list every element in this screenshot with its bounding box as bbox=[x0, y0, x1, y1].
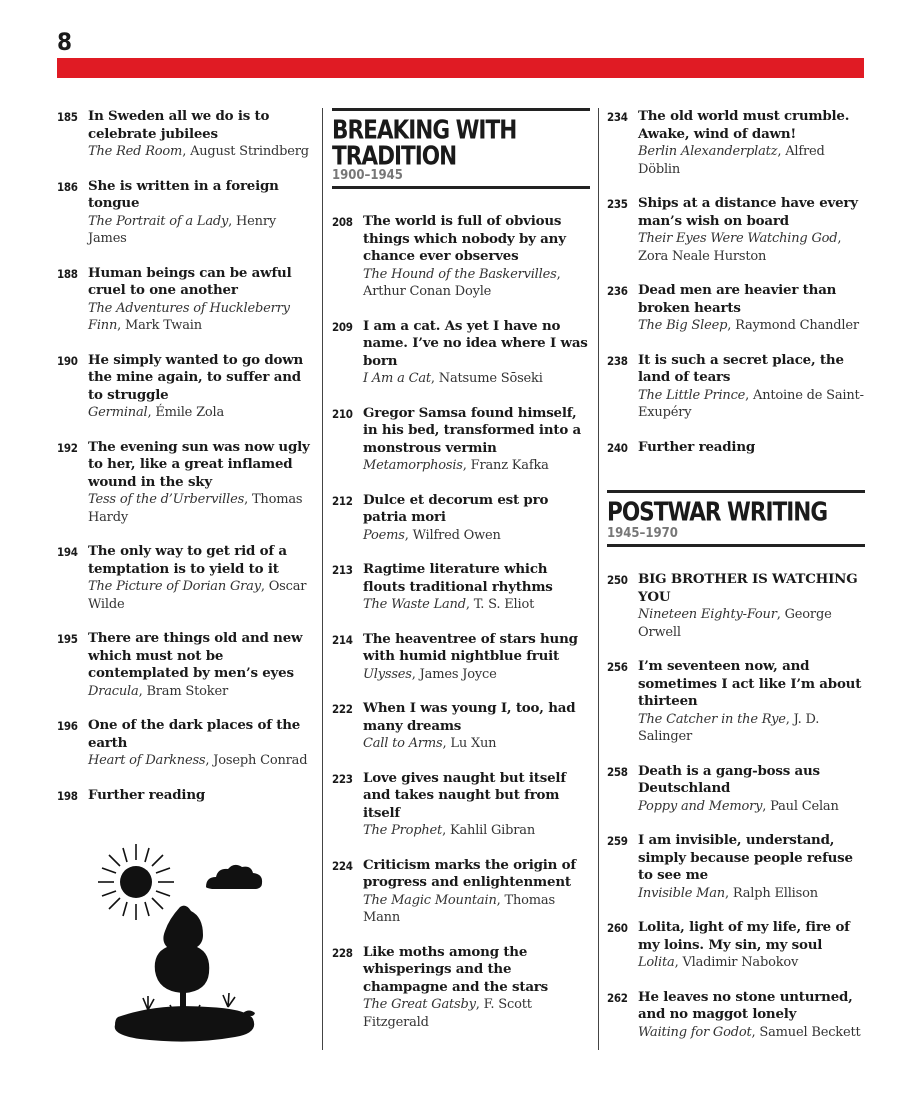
entry-book-title: Tess of the d’Urbervilles bbox=[88, 492, 245, 507]
contents-entry bbox=[57, 717, 312, 770]
contents-entry bbox=[607, 282, 865, 335]
entry-book-title: Metamorphosis bbox=[363, 458, 463, 473]
contents-entry bbox=[57, 787, 312, 805]
entry-author: Alfred Döblin bbox=[638, 144, 825, 177]
entry-book-title: Lolita bbox=[638, 955, 675, 970]
entry-page-number: 222 bbox=[332, 702, 353, 716]
entry-book-title: Ulysses bbox=[363, 666, 412, 682]
entry-body bbox=[638, 832, 865, 902]
entry-source: The Magic Mountain, Thomas Mann bbox=[363, 892, 555, 925]
entry-source: The Hound of the Baskervilles, Arthur Conan Doyle bbox=[363, 266, 561, 299]
contents-entry bbox=[57, 439, 312, 527]
contents-entry bbox=[332, 631, 590, 684]
entry-source: Germinal, Émile Zola bbox=[88, 405, 225, 420]
contents-entry bbox=[607, 439, 865, 457]
entry-author: Oscar Wilde bbox=[88, 579, 307, 612]
entry-author: Paul Celan bbox=[770, 798, 839, 814]
contents-entry bbox=[332, 857, 590, 927]
section-heading-breaking-with-tradition bbox=[332, 108, 590, 189]
entry-quote: There are things old and new which must not be contemplated by men’s eyes bbox=[88, 630, 303, 681]
contents-column-1 bbox=[57, 108, 312, 821]
entry-source: Nineteen Eighty-Four, George Orwell bbox=[638, 607, 832, 640]
contents-entry bbox=[57, 630, 312, 700]
entry-author: Bram Stoker bbox=[146, 683, 228, 699]
entry-author: Lu Xun bbox=[450, 736, 497, 751]
entry-body bbox=[363, 770, 590, 840]
entry-source: Heart of Darkness, Joseph Conrad bbox=[88, 753, 308, 768]
entry-page-number: 228 bbox=[332, 945, 353, 960]
entry-page-number: 262 bbox=[607, 990, 628, 1005]
entry-body bbox=[363, 318, 590, 388]
contents-entry bbox=[332, 213, 590, 301]
entry-book-title: Nineteen Eighty-Four bbox=[638, 607, 777, 622]
contents-entry bbox=[607, 832, 865, 902]
entry-body bbox=[638, 919, 865, 972]
contents-entry bbox=[332, 318, 590, 388]
entry-page-number: 194 bbox=[57, 545, 78, 559]
entry-source: Their Eyes Were Watching God, Zora Neale Hurston bbox=[638, 231, 842, 264]
entry-book-title: The Little Prince bbox=[638, 387, 746, 403]
entry-quote: One of the dark places of the earth bbox=[88, 717, 301, 751]
entry-body bbox=[88, 439, 312, 527]
entry-author: Henry James bbox=[88, 213, 276, 246]
contents-entry bbox=[607, 195, 865, 265]
entry-body bbox=[88, 543, 312, 613]
entry-page-number: 224 bbox=[332, 858, 353, 873]
entry-book-title: The Picture of Dorian Gray bbox=[88, 579, 261, 594]
entry-page-number: 186 bbox=[57, 179, 78, 194]
entry-source: The Waste Land, T. S. Eliot bbox=[363, 597, 535, 612]
entry-page-number: 185 bbox=[57, 110, 78, 124]
entry-page-number: 195 bbox=[57, 632, 78, 646]
entry-body bbox=[638, 195, 865, 265]
entry-author: J. D. Salinger bbox=[638, 711, 820, 744]
entry-book-title: I Am a Cat bbox=[363, 371, 431, 386]
entry-book-title: Germinal bbox=[88, 405, 148, 420]
entry-quote: Further reading bbox=[638, 438, 756, 455]
entry-page-number: 236 bbox=[607, 284, 628, 298]
contents-entry bbox=[607, 763, 865, 816]
entry-author: Ralph Ellison bbox=[732, 885, 818, 901]
contents-entry bbox=[57, 543, 312, 613]
entry-book-title: Poems bbox=[363, 527, 405, 543]
entry-quote: Further reading bbox=[88, 786, 206, 803]
entry-book-title: The Magic Mountain bbox=[363, 892, 497, 908]
entry-book-title: The Big Sleep bbox=[638, 318, 728, 333]
contents-entry bbox=[332, 561, 590, 614]
contents-entry bbox=[607, 108, 865, 178]
entry-page-number: 214 bbox=[332, 632, 353, 647]
entry-source: The Little Prince, Antoine de Saint-Exupéry bbox=[638, 387, 864, 420]
entry-page-number: 212 bbox=[332, 493, 353, 508]
section-title: BREAKING WITH TRADITION bbox=[332, 114, 517, 171]
entry-quote: He simply wanted to go down the mine again, to suffer and to struggle bbox=[88, 351, 304, 403]
entry-quote: She is written in a foreign tongue bbox=[88, 177, 279, 211]
entry-body bbox=[638, 282, 865, 335]
entry-book-title: Waiting for Godot bbox=[638, 1024, 752, 1040]
entry-book-title: Poppy and Memory bbox=[638, 798, 763, 814]
entry-author: Antoine de Saint-Exupéry bbox=[638, 387, 864, 420]
entry-quote: Lolita, light of my life, fire of my loins. My sin, my soul bbox=[638, 919, 850, 953]
entry-body bbox=[88, 787, 312, 805]
contents-entry bbox=[332, 770, 590, 840]
entry-source: Poems, Wilfred Owen bbox=[363, 527, 501, 543]
page-number: 8 bbox=[57, 28, 72, 56]
entry-author: Kahlil Gibran bbox=[449, 823, 535, 838]
entry-body bbox=[638, 763, 865, 816]
entry-quote: When I was young I, too, had many dreams bbox=[363, 700, 576, 734]
entry-page-number: 258 bbox=[607, 764, 628, 779]
entry-page-number: 209 bbox=[332, 319, 353, 334]
entry-body bbox=[363, 492, 590, 545]
entry-quote: Dulce et decorum est pro patria mori bbox=[363, 491, 549, 525]
entry-author: Zora Neale Hurston bbox=[638, 248, 767, 264]
entry-source: Berlin Alexanderplatz, Alfred Döblin bbox=[638, 144, 825, 177]
entry-source: Invisible Man, Ralph Ellison bbox=[638, 885, 818, 901]
entry-page-number: 235 bbox=[607, 197, 628, 211]
entry-quote: Gregor Samsa found himself, in his bed, transformed into a monstrous vermin bbox=[363, 404, 582, 456]
contents-entry bbox=[607, 989, 865, 1042]
entry-author: Raymond Chandler bbox=[735, 318, 859, 333]
entry-source: Ulysses, James Joyce bbox=[363, 666, 497, 682]
entry-page-number: 190 bbox=[57, 353, 78, 368]
entry-page-number: 196 bbox=[57, 719, 78, 733]
entry-page-number: 210 bbox=[332, 406, 353, 421]
entry-body bbox=[363, 700, 590, 753]
entry-page-number: 223 bbox=[332, 771, 353, 786]
entry-quote: The only way to get rid of a temptation is to yield to it bbox=[88, 543, 287, 577]
entry-source: The Adventures of Huckleberry Finn, Mark Twain bbox=[88, 300, 290, 333]
section-years: 1945–1970 bbox=[607, 526, 678, 541]
entry-book-title: The Prophet bbox=[363, 823, 443, 838]
entry-book-title: The Hound of the Baskervilles bbox=[363, 266, 557, 282]
cloud-icon bbox=[206, 865, 262, 889]
entry-source: Tess of the d’Urbervilles, Thomas Hardy bbox=[88, 492, 303, 525]
entry-quote: I’m seventeen now, and sometimes I act like I’m about thirteen bbox=[638, 658, 862, 709]
entry-page-number: 192 bbox=[57, 440, 78, 455]
entry-body bbox=[88, 717, 312, 770]
entry-source: Waiting for Godot, Samuel Beckett bbox=[638, 1024, 861, 1040]
entry-author: Vladimir Nabokov bbox=[682, 955, 799, 970]
entry-page-number: 259 bbox=[607, 834, 628, 848]
entry-book-title: Their Eyes Were Watching God bbox=[638, 231, 838, 246]
header-red-bar bbox=[57, 58, 864, 78]
entry-source: The Picture of Dorian Gray, Oscar Wilde bbox=[88, 579, 307, 612]
entry-book-title: Berlin Alexanderplatz bbox=[638, 144, 778, 159]
sun-icon bbox=[98, 844, 174, 920]
entry-body bbox=[88, 630, 312, 700]
entry-quote: Death is a gang-boss aus Deutschland bbox=[638, 762, 820, 796]
entry-quote: Dead men are heavier than broken hearts bbox=[638, 282, 837, 316]
entry-body bbox=[638, 571, 865, 641]
entry-author: Franz Kafka bbox=[470, 458, 549, 473]
entry-body bbox=[638, 108, 865, 178]
entry-quote: He leaves no stone unturned, and no maggot lonely bbox=[638, 988, 853, 1022]
entry-body bbox=[363, 857, 590, 927]
contents-entry bbox=[332, 944, 590, 1032]
contents-column-3 bbox=[607, 108, 865, 1058]
entry-page-number: 234 bbox=[607, 110, 628, 124]
column-divider bbox=[322, 108, 323, 1050]
entry-quote: Ragtime literature which flouts traditional rhythms bbox=[363, 561, 553, 595]
entry-book-title: The Catcher in the Rye bbox=[638, 711, 786, 727]
column-divider bbox=[598, 108, 599, 1050]
entry-author: F. Scott Fitzgerald bbox=[363, 997, 532, 1030]
entry-quote: I am a cat. As yet I have no name. I’ve no idea where I was born bbox=[363, 317, 588, 369]
island-icon bbox=[115, 1006, 254, 1041]
entry-source: The Portrait of a Lady, Henry James bbox=[88, 213, 276, 246]
contents-entry bbox=[607, 352, 865, 422]
entry-body bbox=[88, 265, 312, 335]
entry-book-title: Invisible Man bbox=[638, 885, 725, 901]
entry-author: Joseph Conrad bbox=[213, 753, 308, 768]
entry-body bbox=[88, 352, 312, 422]
entry-page-number: 198 bbox=[57, 788, 78, 803]
entry-quote: I am invisible, understand, simply because people refuse to see me bbox=[638, 832, 853, 883]
contents-entry bbox=[57, 108, 312, 161]
entry-source: The Prophet, Kahlil Gibran bbox=[363, 823, 535, 838]
entry-quote: BIG BROTHER IS WATCHING YOU bbox=[638, 571, 858, 605]
entry-body bbox=[88, 108, 312, 161]
entry-author: Mark Twain bbox=[125, 318, 202, 333]
contents-entry bbox=[57, 352, 312, 422]
entry-body bbox=[638, 439, 865, 457]
contents-entry bbox=[332, 700, 590, 753]
entry-page-number: 208 bbox=[332, 215, 353, 229]
entry-body bbox=[638, 658, 865, 746]
entry-quote: The old world must crumble. Awake, wind of dawn! bbox=[638, 108, 850, 142]
entry-author: Samuel Beckett bbox=[759, 1024, 861, 1040]
entry-author: August Strindberg bbox=[190, 144, 309, 159]
entry-source: Dracula, Bram Stoker bbox=[88, 683, 228, 699]
entry-source: I Am a Cat, Natsume Sōseki bbox=[363, 371, 543, 386]
entry-book-title: The Adventures of Huckleberry Finn bbox=[88, 300, 290, 333]
entry-quote: Like moths among the whisperings and the champagne and the stars bbox=[363, 943, 548, 995]
entry-list bbox=[607, 571, 865, 1041]
entry-book-title: The Great Gatsby bbox=[363, 997, 476, 1012]
entry-book-title: Call to Arms bbox=[363, 736, 443, 751]
entry-source: Poppy and Memory, Paul Celan bbox=[638, 798, 839, 814]
entry-quote: Human beings can be awful cruel to one another bbox=[88, 264, 292, 298]
entry-body bbox=[363, 405, 590, 475]
entry-body bbox=[363, 944, 590, 1032]
contents-entry bbox=[57, 178, 312, 248]
entry-source: The Catcher in the Rye, J. D. Salinger bbox=[638, 711, 820, 744]
entry-body bbox=[638, 989, 865, 1042]
entry-quote: Ships at a distance have every man’s wish on board bbox=[638, 195, 858, 229]
entry-author: Thomas Mann bbox=[363, 892, 555, 925]
entry-page-number: 240 bbox=[607, 440, 628, 455]
entry-quote: The world is full of obvious things which nobody by any chance ever observes bbox=[363, 213, 566, 264]
entry-author: Natsume Sōseki bbox=[438, 371, 543, 386]
entry-page-number: 250 bbox=[607, 573, 628, 587]
entry-quote: The evening sun was now ugly to her, like a great inflamed wound in the sky bbox=[88, 438, 310, 490]
entry-quote: In Sweden all we do is to celebrate jubilees bbox=[88, 108, 270, 142]
entry-list bbox=[607, 108, 865, 456]
entry-list bbox=[332, 213, 590, 1031]
entry-author: T. S. Eliot bbox=[473, 597, 535, 612]
entry-page-number: 213 bbox=[332, 563, 353, 577]
entry-quote: It is such a secret place, the land of tears bbox=[638, 351, 844, 385]
entry-source: The Red Room, August Strindberg bbox=[88, 144, 309, 159]
entry-author: Émile Zola bbox=[155, 405, 225, 420]
entry-page-number: 188 bbox=[57, 266, 78, 281]
entry-source: Call to Arms, Lu Xun bbox=[363, 736, 497, 751]
sun-tree-illustration bbox=[88, 835, 288, 1050]
entry-body bbox=[88, 178, 312, 248]
entry-book-title: Dracula bbox=[88, 683, 139, 699]
entry-body bbox=[363, 213, 590, 301]
entry-book-title: The Portrait of a Lady bbox=[88, 213, 229, 229]
section-heading-postwar-writing bbox=[607, 490, 865, 547]
entry-quote: Criticism marks the origin of progress and enlightenment bbox=[363, 856, 576, 890]
entry-book-title: Heart of Darkness bbox=[88, 753, 206, 768]
contents-entry bbox=[607, 658, 865, 746]
entry-source: Lolita, Vladimir Nabokov bbox=[638, 955, 799, 970]
entry-author: Thomas Hardy bbox=[88, 492, 303, 525]
entry-body bbox=[638, 352, 865, 422]
entry-book-title: The Red Room bbox=[88, 144, 183, 159]
section-title: POSTWAR WRITING bbox=[607, 496, 828, 528]
entry-author: Arthur Conan Doyle bbox=[363, 284, 492, 299]
entry-page-number: 238 bbox=[607, 353, 628, 368]
entry-page-number: 260 bbox=[607, 921, 628, 935]
entry-quote: The heaventree of stars hung with humid nightblue fruit bbox=[363, 630, 578, 664]
entry-source: The Big Sleep, Raymond Chandler bbox=[638, 318, 859, 333]
entry-author: George Orwell bbox=[638, 607, 832, 640]
entry-source: The Great Gatsby, F. Scott Fitzgerald bbox=[363, 997, 532, 1030]
entry-source: Metamorphosis, Franz Kafka bbox=[363, 458, 549, 473]
contents-entry bbox=[332, 405, 590, 475]
entry-quote: Love gives naught but itself and takes naught but from itself bbox=[363, 769, 566, 821]
section-years: 1900–1945 bbox=[332, 168, 403, 183]
entry-author: James Joyce bbox=[419, 666, 497, 682]
contents-column-2 bbox=[332, 108, 590, 1048]
contents-entry bbox=[607, 571, 865, 641]
entry-book-title: The Waste Land bbox=[363, 597, 466, 612]
contents-entry bbox=[607, 919, 865, 972]
contents-entry bbox=[57, 265, 312, 335]
contents-entry bbox=[332, 492, 590, 545]
entry-page-number: 256 bbox=[607, 660, 628, 674]
entry-body bbox=[363, 631, 590, 684]
entry-body bbox=[363, 561, 590, 614]
entry-author: Wilfred Owen bbox=[412, 527, 501, 543]
